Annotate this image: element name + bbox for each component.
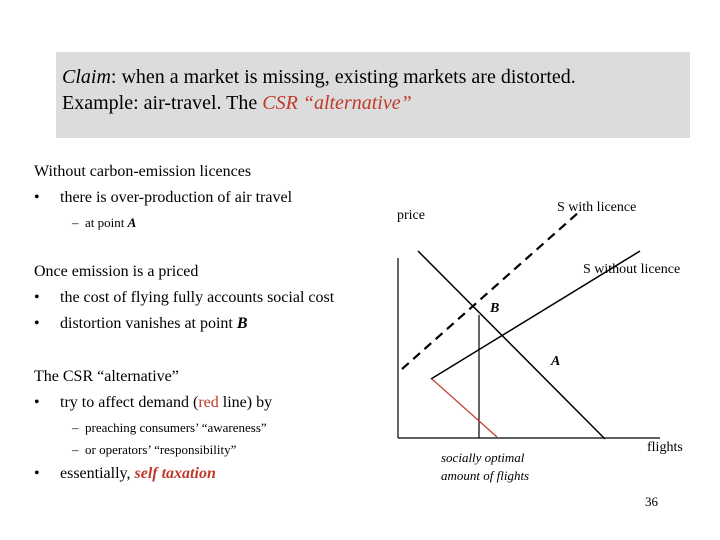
shifted-demand-red-line <box>432 379 497 437</box>
page-number: 36 <box>645 494 658 509</box>
socially-optimal-label-2: amount of flights <box>441 468 530 483</box>
section3-bullet1-suffix: line) by <box>218 394 273 411</box>
section3-sub2: – or operators’ “responsibility” <box>72 442 237 457</box>
section1-sub1: – at point A <box>72 215 137 230</box>
price-axis-label: price <box>397 208 425 223</box>
bullet-icon: • <box>34 394 40 411</box>
section2-bullet2-point: B <box>236 315 248 332</box>
bullet-icon: • <box>34 289 40 306</box>
point-b-label: B <box>490 301 500 316</box>
claim-text: : when a market is missing, existing markets are distorted. <box>110 66 576 88</box>
section1-sub1-point: A <box>127 215 137 230</box>
supply-with-licence-line <box>402 212 579 369</box>
flights-axis-label: flights <box>647 440 683 455</box>
s-without-licence-label: S without licence <box>583 262 681 277</box>
example-text: Example: air-travel. The <box>62 92 263 114</box>
bullet-icon: • <box>34 315 40 332</box>
bullet-icon: • <box>34 189 40 206</box>
section2-bullet2-text: distortion vanishes at point <box>60 315 237 332</box>
socially-optimal-label-1: socially optimal <box>441 450 525 465</box>
section3-heading: The CSR “alternative” <box>34 368 179 385</box>
section1-heading: Without carbon-emission licences <box>34 163 252 180</box>
section3-bullet1-red: red <box>198 394 219 411</box>
csr-alternative-text: CSR “alternative” <box>262 92 412 114</box>
section3-sub2-text: or operators’ “responsibility” <box>85 442 237 457</box>
section3-bullet2-prefix: essentially, <box>60 465 135 482</box>
section3-sub1-text: preaching consumers’ “awareness” <box>85 420 267 435</box>
section2-heading: Once emission is a priced <box>34 263 199 280</box>
demand-line <box>418 251 605 439</box>
bullet-icon: • <box>34 465 40 482</box>
section3-bullet2-accent: self taxation <box>134 465 216 482</box>
section1-bullet1: there is over-production of air travel <box>60 189 293 206</box>
point-a-label: A <box>551 354 561 369</box>
section2-bullet1: the cost of flying fully accounts social cost <box>60 289 335 306</box>
claim-label: Claim <box>62 66 111 88</box>
section1-sub1-text: at point <box>85 215 128 230</box>
section3-bullet1-prefix: try to affect demand ( <box>60 394 199 411</box>
section3-sub1: – preaching consumers’ “awareness” <box>72 420 267 435</box>
s-with-licence-label: S with licence <box>557 200 637 215</box>
